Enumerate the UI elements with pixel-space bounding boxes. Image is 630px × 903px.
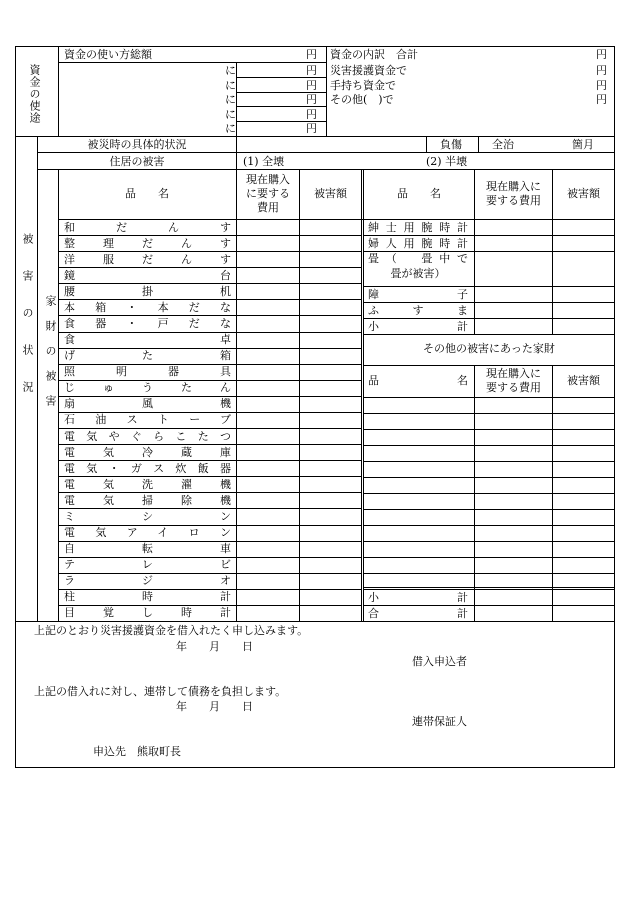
right-row-line-5 (363, 318, 614, 319)
left-item-18: 電気掃除機 (64, 493, 231, 507)
healing-label: 全治 (492, 138, 514, 151)
right-row-line-4 (363, 302, 614, 303)
usage-yen-4: 円 (306, 107, 317, 121)
left-item-15: 電気冷蔵庫 (64, 445, 231, 459)
usage-ni-5: に (225, 122, 236, 136)
left-item-20: 電気アイロン (64, 526, 231, 540)
right-item-header: 品 名 (397, 187, 441, 200)
situation-label: 被災時の具体的状況 (87, 138, 187, 151)
situation-divider (236, 136, 237, 169)
other-row-line-11 (363, 573, 614, 574)
left-item-24: 柱時計 (64, 590, 231, 604)
other-row-line-10 (363, 557, 614, 558)
left-item-19: ミシン (64, 509, 231, 523)
breakdown-yen-1: 円 (596, 64, 607, 77)
left-item-5: 腰掛机 (64, 284, 231, 298)
right-row-line-3 (363, 286, 614, 287)
breakdown-yen-2: 円 (596, 78, 607, 92)
left-item-3: 洋服だんす (64, 252, 231, 266)
other-total: 合計 (368, 606, 468, 620)
left-item-1: 和だんす (64, 220, 231, 234)
other-row-line-7 (363, 509, 614, 510)
loan-application-form (15, 46, 615, 768)
usage-yen-5: 円 (306, 122, 317, 136)
left-item-17: 電気洗濯機 (64, 477, 231, 491)
other-row-line-3 (363, 445, 614, 446)
breakdown-total-yen: 円 (596, 48, 607, 61)
application-date: 年 月 日 (176, 640, 253, 653)
right-item-1: 紳士用腕時計 (368, 220, 468, 234)
usage-total-label: 資金の使い方総額 (64, 48, 152, 61)
breakdown-item-1: 災害援護資金で (330, 64, 407, 77)
housing-line (37, 169, 614, 170)
other-row-line-8 (363, 525, 614, 526)
other-header-line-bottom (363, 397, 614, 398)
left-item-9: げた箱 (64, 349, 231, 363)
right-row-line-2 (363, 251, 614, 252)
breakdown-item-2: 手持ち資金で (330, 78, 396, 92)
housing-option-1: (1) 全壊 (243, 155, 285, 168)
other-damage-header: 被害額 (567, 374, 600, 387)
disaster-side-divider (37, 136, 38, 621)
usage-ni-2: に (225, 78, 236, 92)
household-side-label: 家財の被害 (44, 295, 57, 420)
right-cost-header-2: 要する費用 (486, 194, 541, 207)
other-cost-header-2: 要する費用 (486, 381, 541, 394)
usage-side-label: 資金の使途 (28, 64, 41, 124)
guarantee-statement: 上記の借入れに対し、連帯して債務を負担します。 (34, 685, 287, 698)
other-row-line-4 (363, 461, 614, 462)
table-bottom-line (16, 621, 614, 622)
right-item-b-2: ふすま (368, 303, 468, 317)
left-item-6: 本箱・本だな (64, 300, 231, 314)
applicant-label: 借入申込者 (412, 655, 467, 668)
right-item-2: 婦人用腕時計 (368, 236, 468, 250)
injury-divider-2 (478, 136, 479, 152)
usage-ni-1: に (225, 64, 236, 77)
left-cost-header-3: 費用 (257, 201, 279, 214)
right-item-b-1: 障子 (368, 287, 468, 301)
breakdown-yen-3: 円 (596, 93, 607, 107)
usage-total-line (58, 62, 326, 63)
addressee: 申込先 熊取町長 (93, 745, 181, 758)
tatami-line-1: 畳（ 畳中で (368, 252, 468, 265)
left-item-25: 目覚し時計 (64, 606, 231, 620)
left-item-7: 食器・戸だな (64, 316, 231, 330)
other-row-line-1 (363, 413, 614, 414)
right-cost-header-1: 現在購入に (486, 180, 541, 193)
other-row-line-2 (363, 429, 614, 430)
breakdown-item-3: その他( )で (330, 93, 394, 107)
other-item-header-text: 品 名 (368, 374, 468, 387)
left-item-header: 品 名 (125, 187, 169, 200)
tatami-line-2: 畳が被害） (390, 267, 446, 280)
other-header-line-top (363, 365, 614, 366)
left-item-2: 整理だんす (64, 236, 231, 250)
left-item-10: 照明器具 (64, 365, 231, 379)
other-cost-header-1: 現在購入に (486, 367, 541, 380)
usage-yen-3: 円 (306, 93, 317, 107)
right-item-b-3: 小計 (368, 319, 468, 333)
left-item-8: 食卓 (64, 333, 231, 347)
right-row-line-6 (363, 334, 614, 335)
usage-ni-4: に (225, 107, 236, 121)
usage-ni-divider (236, 62, 237, 136)
guarantor-label: 連帯保証人 (412, 715, 467, 728)
other-row-line-9 (363, 541, 614, 542)
breakdown-total-label: 資金の内訳 合計 (330, 48, 418, 61)
left-item-16: 電気・ガス炊飯器 (64, 461, 231, 475)
usage-total-yen: 円 (306, 48, 317, 61)
right-damage-header: 被害額 (567, 187, 600, 200)
other-item-header (368, 374, 468, 388)
left-damage-header: 被害額 (314, 187, 347, 200)
col-divider-center-double (363, 169, 364, 621)
injury-divider-1 (426, 136, 427, 152)
right-row-line-1 (363, 235, 614, 236)
usage-yen-2: 円 (306, 78, 317, 92)
left-item-13: 石油ストーブ (64, 413, 231, 427)
other-items-title: その他の被害にあった家財 (423, 342, 555, 355)
left-item-11: じゅうたん (64, 381, 231, 395)
usage-ni-3: に (225, 93, 236, 107)
left-item-4: 鏡台 (64, 268, 231, 282)
housing-option-2: (2) 半壊 (426, 155, 468, 168)
guarantee-date: 年 月 日 (176, 700, 253, 713)
application-statement: 上記のとおり災害援護資金を借入れたく申し込みます。 (34, 624, 309, 637)
subtotal-double-line (363, 587, 614, 588)
usage-yen-1: 円 (306, 64, 317, 77)
month-unit: 箇月 (572, 138, 594, 151)
disaster-side-label: 被害の状況 (21, 233, 34, 418)
left-item-22: テレビ (64, 558, 231, 572)
other-subtotal: 小計 (368, 590, 468, 604)
left-cost-header-2: に要する (246, 187, 290, 200)
other-row-line-6 (363, 493, 614, 494)
left-cost-header-1: 現在購入 (246, 173, 290, 186)
other-row-line-5 (363, 477, 614, 478)
col-divider-center (361, 169, 362, 621)
left-item-23: ラジオ (64, 574, 231, 588)
left-item-12: 扇風機 (64, 397, 231, 411)
usage-side-divider (58, 47, 59, 136)
left-item-14: 電気やぐらこたつ (64, 429, 231, 443)
housing-label: 住居の被害 (109, 155, 165, 168)
situation-line (37, 152, 614, 153)
left-item-21: 自転車 (64, 542, 231, 556)
usage-middle-divider (326, 47, 327, 136)
injury-label: 負傷 (440, 138, 462, 151)
